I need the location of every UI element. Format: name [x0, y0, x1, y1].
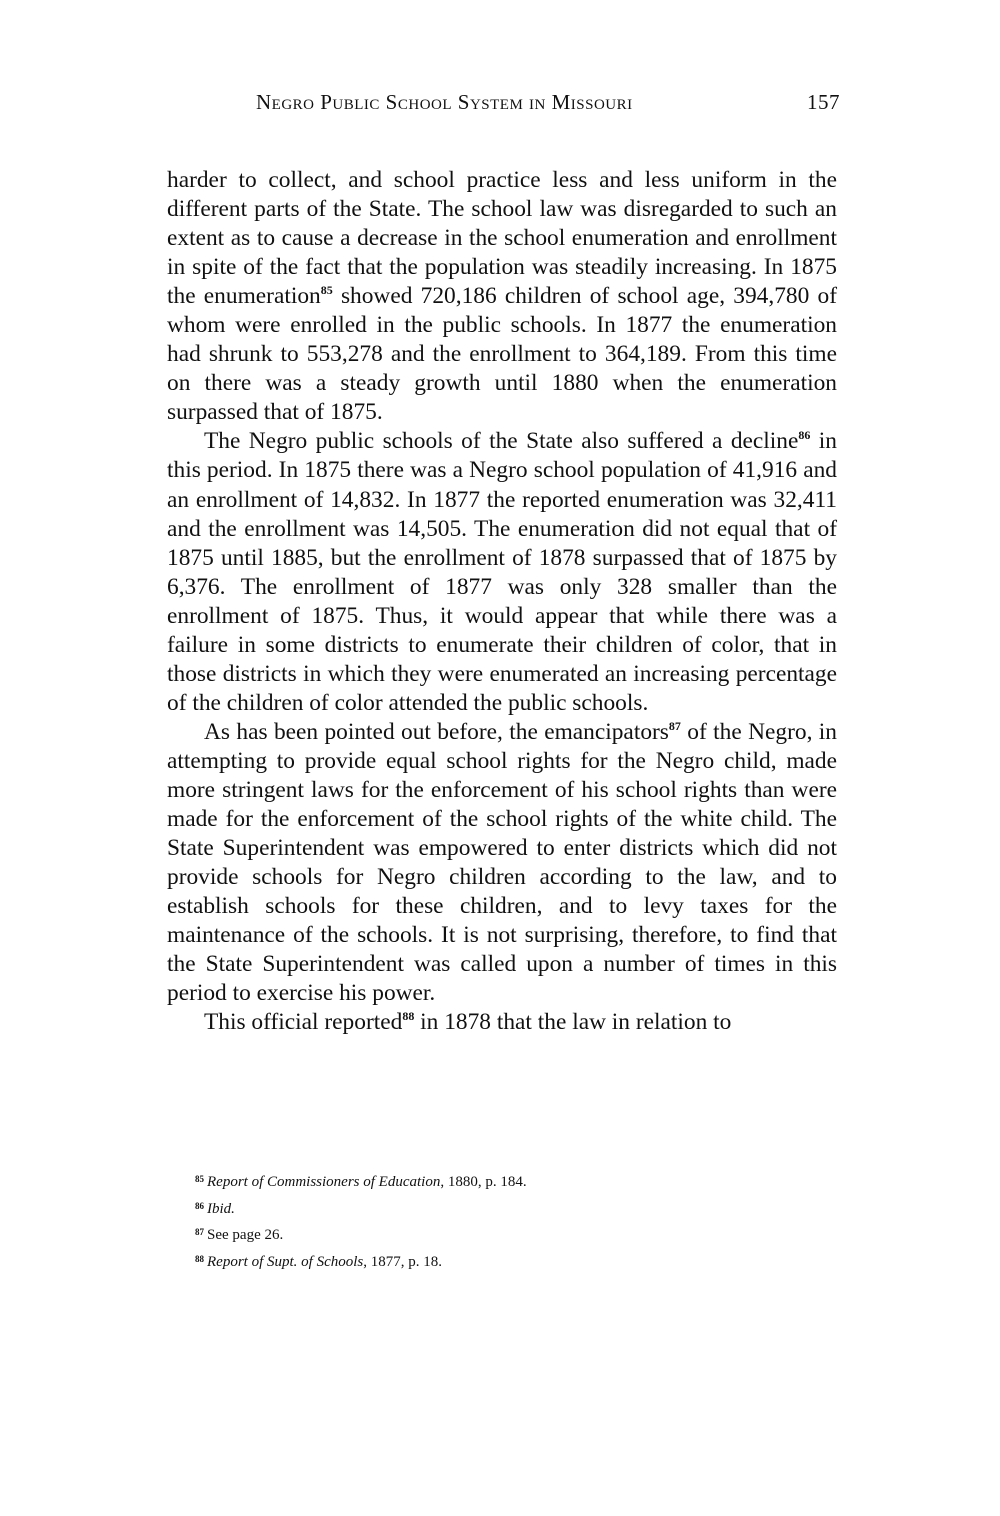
footnote-citation-title: Report of Supt. of Schools: [207, 1253, 364, 1270]
paragraph-text: The Negro public schools of the State also suffered a decline: [204, 428, 799, 455]
footnote-number: 86: [195, 1200, 204, 1211]
footnote-citation-detail: , 1877, p. 18.: [363, 1253, 442, 1270]
paragraph: [167, 718, 837, 1008]
paragraph: [167, 1008, 837, 1037]
footnote-marker: 87: [668, 718, 681, 733]
footnote-number: 88: [195, 1253, 204, 1264]
paragraph-text: This official reported: [204, 1009, 403, 1036]
footnote-number: 87: [195, 1227, 204, 1237]
paragraph: [167, 166, 837, 427]
footnote-marker: 85: [320, 283, 333, 298]
footnote: [195, 1248, 795, 1275]
footnote: [195, 1195, 795, 1222]
footnotes: [195, 1168, 795, 1274]
paragraph-text: showed 720,186 children of school age, 394,780 of whom were enrolled in the public schools. In 1877 the enumeration had shrunk to 553,278 and the enrollment to 364,189. From this time on there was a steady growth until 1880 when the enumeration surpassed that of 1875.: [167, 283, 837, 426]
footnote-citation-title: Ibid.: [207, 1200, 235, 1217]
paragraph-text: As has been pointed out before, the emancipators: [204, 718, 669, 745]
running-head: [256, 90, 840, 120]
footnote-citation-title: Report of Commissioners of Education: [207, 1174, 441, 1190]
paragraph-text: harder to collect, and school practice less and less uniform in the different parts of the State. The school law was disregarded to such an extent as to cause a decrease in the school enumeration and enrollment in spite of the fact that the population was steadily increasing. In 1875 the enumeration: [167, 167, 837, 310]
footnote-citation-detail: See page 26.: [207, 1227, 284, 1243]
footnote: [195, 1221, 795, 1248]
paragraph-text: in 1878 that the law in relation to: [414, 1009, 732, 1036]
running-title: Negro Public School System in Missouri: [256, 90, 633, 114]
paragraph: [167, 427, 837, 717]
footnote-marker: 86: [798, 428, 811, 443]
body-text: [167, 166, 837, 1037]
paragraph-text: of the Negro, in attempting to provide equal school rights for the Negro child, made more stringent laws for the enforcement of his school rights than were made for the enforcement of the school rights of the white child. The State Superintendent was empowered to enter districts which did not provide schools for Negro children according to the law, and to establish schools for these children, and to levy taxes for the maintenance of the schools. It is not surprising, therefore, to find that the State Superintendent was called upon a number of times in this period to exercise his power.: [167, 718, 837, 1007]
footnote-marker: 88: [402, 1009, 415, 1024]
footnote-citation-detail: , 1880, p. 184.: [440, 1174, 527, 1190]
footnote-number: 85: [195, 1174, 204, 1184]
paragraph-text: in this period. In 1875 there was a Negro school population of 41,916 and an enrollment of 14,832. In 1877 the reported enumeration was 32,411 and the enrollment was 14,505. The enumeration did not equal that of 1875 until 1885, but the enrollment of 1878 surpassed that of 1875 by 6,376. The enrollment of 1877 was only 328 smaller than the enrollment of 1875. Thus, it would appear that while there was a failure in some districts to enumerate their children of color, that in those districts in which they were enumerated an increasing percentage of the children of color attended the public schools.: [167, 428, 837, 716]
page-number: 157: [807, 90, 840, 114]
footnote: [195, 1168, 795, 1195]
